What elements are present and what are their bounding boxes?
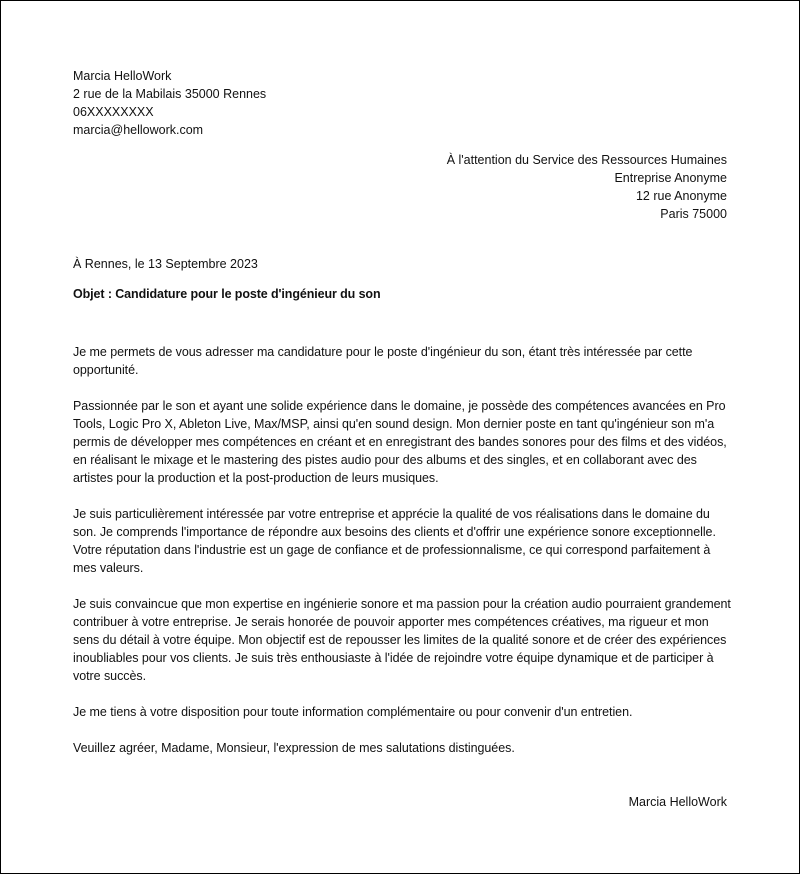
sender-name: Marcia HelloWork bbox=[73, 69, 172, 83]
body-paragraph: Je me tiens à votre disposition pour toute information complémentaire ou pour convenir d'un entretien. bbox=[73, 705, 633, 719]
sender-email: marcia@hellowork.com bbox=[73, 123, 204, 137]
signature: Marcia HelloWork bbox=[628, 795, 727, 809]
letter-date: À Rennes, le 13 Septembre 2023 bbox=[73, 257, 258, 271]
body-paragraph: Je suis convaincue que mon expertise en ingénierie sonore et ma passion pour la création audio pourraient grandement contribuer à votre entreprise. Je serais honorée de pouvoir apporter mes compétences créatives, ma rigueur et mon sens du détail à votre équipe. Mon objectif est de repousser les limites de la qualité sonore et de créer des expériences inoubliables pour vos clients. Je suis très enthousiaste à l'idée de rejoindre votre équipe dynamique et de participer à votre succès. bbox=[73, 597, 731, 683]
body-paragraph: Je suis particulièrement intéressée par votre entreprise et apprécie la qualité de vos réalisations dans le domaine du son. Je comprends l'importance de répondre aux besoins des clients et d'offrir une expérience sonore exceptionnelle. Votre réputation dans l'industrie est un gage de confiance et de professionnalisme, ce qui correspond parfaitement à mes valeurs. bbox=[73, 507, 716, 575]
sender-block bbox=[73, 67, 266, 139]
body-paragraph: Je me permets de vous adresser ma candidature pour le poste d'ingénieur du son, étant très intéressée par cette opportunité. bbox=[73, 345, 693, 377]
letter-body bbox=[73, 343, 733, 775]
sender-address: 2 rue de la Mabilais 35000 Rennes bbox=[73, 87, 267, 101]
sender-phone: 06XXXXXXXX bbox=[73, 105, 154, 119]
recipient-company: Entreprise Anonyme bbox=[614, 171, 727, 185]
recipient-city: Paris 75000 bbox=[660, 207, 727, 221]
body-paragraph: Veuillez agréer, Madame, Monsieur, l'expression de mes salutations distinguées. bbox=[73, 741, 515, 755]
recipient-block bbox=[447, 151, 727, 223]
body-paragraph: Passionnée par le son et ayant une solide expérience dans le domaine, je possède des compétences avancées en Pro Tools, Logic Pro X, Ableton Live, Max/MSP, ainsi qu'en sound design. Mon dernier poste en tant qu'ingénieur son m'a permis de développer mes compétences en créant et en enregistrant des bandes sonores pour des films et des vidéos, en réalisant le mixage et le mastering des pistes audio pour des albums et des singles, et en collaborant avec des artistes pour la production et la post-production de leurs musiques. bbox=[73, 399, 727, 485]
recipient-attention: À l'attention du Service des Ressources Humaines bbox=[446, 153, 727, 167]
recipient-street: 12 rue Anonyme bbox=[635, 189, 727, 203]
letter-subject: Objet : Candidature pour le poste d'ingénieur du son bbox=[73, 287, 381, 301]
